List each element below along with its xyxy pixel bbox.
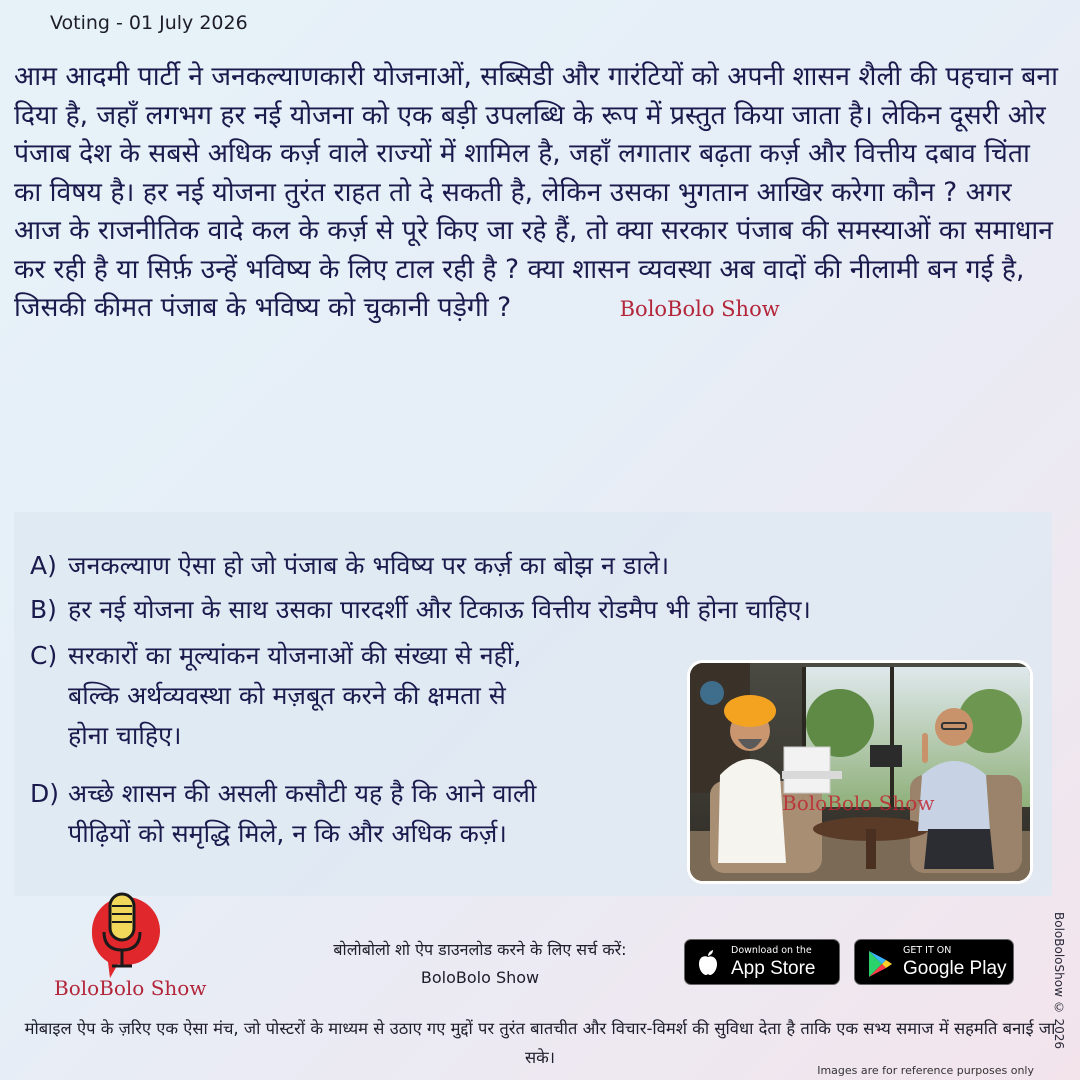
app-name: BoloBolo Show — [420, 968, 540, 987]
option-letter: A) — [30, 551, 57, 580]
app-store-small: Download on the — [731, 945, 812, 956]
option-text: सरकारों का मूल्यांकन योजनाओं की संख्या से नहीं, — [68, 641, 522, 670]
option-text: जनकल्याण ऐसा हो जो पंजाब के भविष्य पर कर्ज़ का बोझ न डाले। — [68, 551, 670, 580]
option-text-continued: पीढ़ियों को समृद्धि मिले, न कि और अधिक कर्ज़। — [68, 819, 507, 848]
apple-icon — [697, 950, 719, 976]
question-brand-watermark: BoloBolo Show — [619, 297, 780, 321]
download-instruction: बोलोबोलो शो ऐप डाउनलोड करने के लिए सर्च करें: — [333, 940, 627, 959]
table-leg — [866, 829, 876, 869]
photo-watermark: BoloBolo Show — [782, 791, 935, 815]
option-text-continued: बल्कि अर्थव्यवस्था को मज़बूत करने की क्षमता से — [68, 681, 506, 710]
download-prompt — [270, 936, 690, 992]
google-play-button[interactable] — [854, 939, 1014, 985]
option-c[interactable] — [30, 636, 521, 756]
brand-name: BoloBolo Show — [54, 976, 207, 1000]
option-letter: C) — [30, 641, 58, 670]
microphone-icon — [52, 882, 212, 982]
option-text: अच्छे शासन की असली कसौटी यह है कि आने वाली — [68, 779, 537, 808]
option-letter: B) — [30, 595, 57, 624]
person-right-face — [935, 708, 973, 746]
option-letter: D) — [30, 779, 60, 808]
mic-head — [110, 894, 134, 940]
google-play-small: GET IT ON — [903, 945, 952, 956]
paper-stack — [782, 771, 842, 779]
option-b[interactable] — [30, 590, 811, 630]
person-right-trousers — [924, 829, 994, 869]
app-store-label: App Store — [731, 958, 816, 979]
illustration-photo — [687, 660, 1033, 884]
image-disclaimer: Images are for reference purposes only — [817, 1064, 1034, 1077]
voting-date: Voting - 01 July 2026 — [50, 12, 248, 34]
option-d[interactable] — [30, 774, 536, 854]
illustration-scene — [690, 663, 1033, 884]
paper-stack — [784, 747, 830, 793]
option-text-continued: होना चाहिए। — [68, 721, 182, 750]
option-a[interactable] — [30, 546, 669, 586]
laptop — [870, 745, 902, 767]
google-play-label: Google Play — [903, 958, 1007, 979]
option-text: हर नई योजना के साथ उसका पारदर्शी और टिकाऊ वित्तीय रोडमैप भी होना चाहिए। — [68, 595, 811, 624]
person-right-raised-hand — [922, 733, 928, 763]
window-frame — [890, 667, 894, 807]
person-left-turban — [724, 695, 776, 727]
person-left-kurta — [718, 759, 786, 863]
google-play-icon — [867, 950, 893, 978]
globe-icon — [700, 681, 724, 705]
copyright-credit: BoloBoloShow © 2026 — [1052, 912, 1066, 1050]
app-tagline: मोबाइल ऐप के ज़रिए एक ऐसा मंच, जो पोस्टरों के माध्यम से उठाए गए मुद्दों पर तुरंत बातचीत और विचार-विमर्श की सुविधा देता है ताकि एक सभ्य समाज में सहमति बनाई जा सके। — [24, 1019, 1056, 1067]
app-store-button[interactable] — [684, 939, 840, 985]
question-body: आम आदमी पार्टी ने जनकल्याणकारी योजनाओं, सब्सिडी और गारंटियों को अपनी शासन शैली की पहचान बना दिया है, जहाँ लगभग हर नई योजना को एक बड़ी उपलब्धि के रूप में प्रस्तुत किया जाता है। लेकिन दूसरी ओर पंजाब देश के सबसे अधिक कर्ज़ वाले राज्यों में शामिल है, जहाँ लगातार बढ़ता कर्ज़ और वित्तीय दबाव चिंता का विषय है। हर नई योजना तुरंत राहत तो दे सकती है, लेकिन उसका भुगतान आखिर करेगा कौन ? अगर आज के राजनीतिक वादे कल के कर्ज़ से पूरे किए जा रहे हैं, तो क्या सरकार पंजाब की समस्याओं का समाधान कर रही है या सिर्फ़ उन्हें भविष्य के लिए टाल रही है ? क्या शासन व्यवस्था अब वादों की नीलामी बन गई है, जिसकी कीमत पंजाब के भविष्य को चुकानी पड़ेगी ? — [14, 61, 1058, 323]
question-text — [14, 58, 1064, 329]
